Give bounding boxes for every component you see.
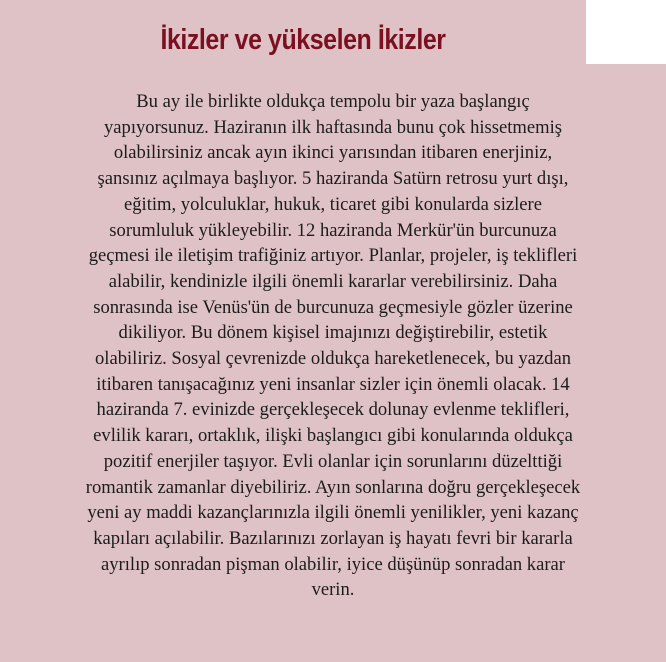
text-line: yeni ay maddi kazançlarınızla ilgili önemli yenilikler, yeni kazanç xyxy=(87,502,579,524)
text-line: verin. xyxy=(311,579,355,601)
text-line: Bu ay ile birlikte oldukça tempolu bir yaza başlangıç xyxy=(136,91,530,112)
text-line: itibaren tanışacağınız yeni insanlar sizler için önemli olacak. 14 xyxy=(96,373,570,395)
text-line: şansınız açılmaya başlıyor. 5 haziranda Satürn retrosu yurt dışı, xyxy=(97,168,569,190)
text-line: evlilik kararı, ortaklık, ilişki başlangıcı gibi konularında oldukça xyxy=(93,425,573,447)
text-line: eğitim, yolculuklar, hukuk, ticaret gibi konularda sizlere xyxy=(123,193,542,215)
text-line: geçmesi ile iletişim trafiğiniz artıyor. Planlar, projeler, iş teklifleri xyxy=(88,245,578,267)
text-line: olabiliriz. Sosyal çevrenizde oldukça hareketlenecek, bu yazdan xyxy=(95,348,571,370)
text-line: dikiliyor. Bu dönem kişisel imajınızı değiştirebilir, estetik xyxy=(118,322,548,344)
text-line: haziranda 7. evinizde gerçekleşecek dolunay evlenme teklifleri, xyxy=(96,399,570,421)
text-line: pozitif enerjiler taşıyor. Evli olanlar için sorunlarını düzelttiği xyxy=(103,450,563,472)
text-line: sorumluluk yükleyebilir. 12 haziranda Merkür'ün burcunuza xyxy=(109,219,557,241)
text-line: olabilirsiniz ancak ayın ikinci yarısından itibaren enerjiniz, xyxy=(113,142,553,164)
text-line: sonrasında ise Venüs'ün de burcunuza geçmesiyle gözler üzerine xyxy=(93,296,573,318)
page-title: İkizler ve yükselen İkizler xyxy=(160,24,446,56)
text-line: romantik zamanlar diyebiliriz. Ayın sonlarına doğru gerçekleşecek xyxy=(85,476,581,498)
horoscope-paragraph xyxy=(6,89,660,603)
corner-white-box xyxy=(586,0,666,64)
text-line: yapıyorsunuz. Haziranın ilk haftasında bunu çok hissetmemiş xyxy=(103,116,563,138)
text-line: kapıları açılabilir. Bazılarınızı zorlayan iş hayatı fevri bir kararla xyxy=(93,527,573,549)
text-line: alabilir, kendinizle ilgili önemli kararlar verebilirsiniz. Daha xyxy=(108,270,558,292)
text-line: ayrılıp sonradan pişman olabilir, iyice düşünüp sonradan karar xyxy=(101,553,565,575)
